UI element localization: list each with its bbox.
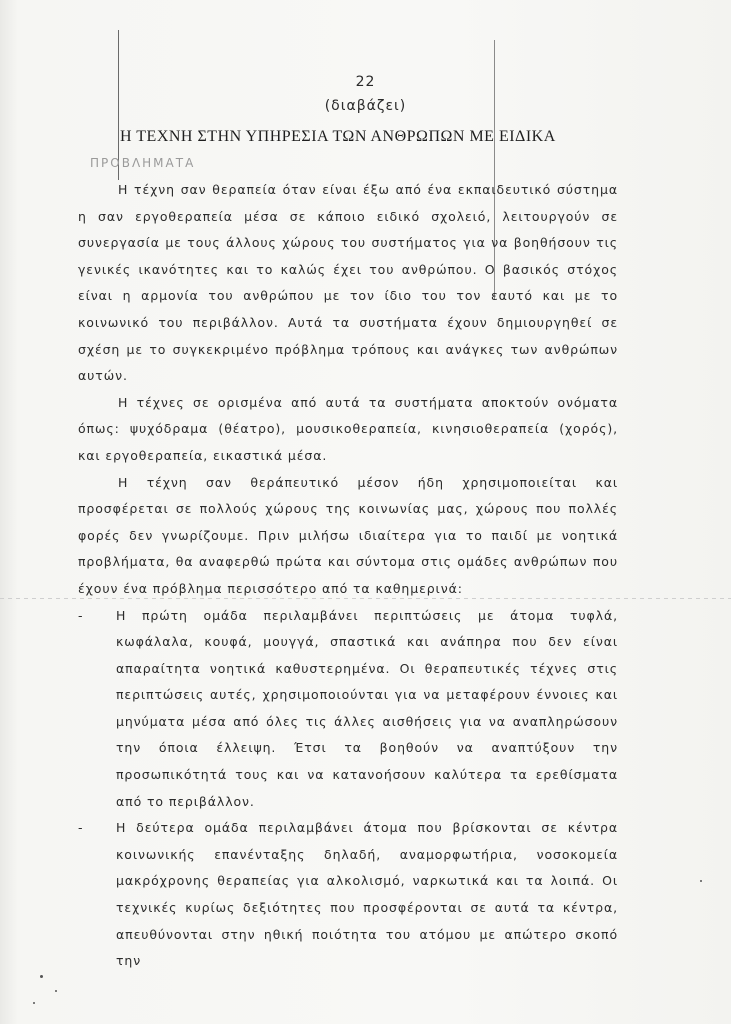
- scan-speck: [700, 880, 702, 882]
- body-text: [78, 177, 618, 975]
- list-item: [78, 815, 618, 975]
- paragraph: Η τέχνη σαν θεράπευτικό μέσον ήδη χρησιμοποιείται και προσφέρεται σε πολλούς χώρους της κοινωνίας μας, χώρους που πολλές φορές δεν γνωρίζουμε. Πριν μιλήσω ιδιαίτερα για το παιδί με νοητικά προβλήματα, θα αναφερθώ πρώτα και σύντομα στις ομάδες ανθρώπων που έχουν ένα πρόβλημα περισσότερο από τα καθημερινά:: [78, 474, 618, 596]
- paragraph: Η τέχνη σαν θεραπεία όταν είναι έξω από ένα εκπαιδευτικό σύστημα η σαν εργοθεραπεία μέσα σε κάποιο ειδικό σχολειό, λειτουργούν σε συνεργασία με τους άλλους χώρους του συστήματος για να βοηθήσουν τις γενικές ικανότητες και το καλώς έχει του ανθρώπου. Ο βασικός στόχος είναι η αρμονία του ανθρώπου με τον ίδιο του τον εαυτό και με το κοινωνικό του περιβάλλον. Αυτά τα συστήματα έχουν δημιουργηθεί σε σχέση με το συγκεκριμένο πρόβλημα τρόπους και ανάγκες των ανθρώπων αυτών.: [78, 182, 618, 384]
- bullet-text: Η πρώτη ομάδα περιλαμβάνει περιπτώσεις με άτομα τυφλά, κωφάλαλα, κουφά, μουγγά, σπαστικά και ανάπηρα που δεν είναι απαραίτητα νοητικά καθυστερημένα. Οι θεραπευτικές τέχνες στις περιπτώσεις αυτές, χρησιμοποιούνται για να μεταφέρουν έννοιες και μηνύματα μέσα από όλες τις άλλες αισθήσεις για να αναπληρώσουν την όποια έλλειψη. Έτσι τα βοηθούν να αναπτύξουν την προσωπικότητά τους και να κατανοήσουν καλύτερα τα ερεθίσματα από το περιβάλλον.: [116, 607, 618, 809]
- document-title-continuation: ΠΡΟΒΛΗΜΑΤΑ: [90, 156, 196, 170]
- document-title: Η ΤΕΧΝΗ ΣΤΗΝ ΥΠΗΡΕΣΙΑ ΤΩΝ ΑΝΘΡΩΠΩΝ ΜΕ ΕΙΔΙΚΑ: [120, 128, 556, 145]
- paragraph: Η τέχνες σε ορισμένα από αυτά τα συστήματα αποκτούν ονόματα όπως: ψυχόδραμα (θέατρο), μουσικοθεραπεία, κινησιοθεραπεία (χορός), και εργοθεραπεία, εικαστικά μέσα.: [78, 394, 618, 463]
- list-item: [78, 603, 618, 816]
- page-number: 22: [355, 74, 376, 90]
- bullet-marker: -: [78, 607, 84, 623]
- bullet-marker: -: [78, 820, 84, 836]
- reads-label: (διαβάζει): [324, 98, 407, 114]
- scan-speck: [40, 975, 43, 978]
- bullet-text: Η δεύτερα ομάδα περιλαμβάνει άτομα που βρίσκονται σε κέντρα κοινωνικής επανένταξης δηλαδή, αναμορφωτήρια, νοσοκομεία μακρόχρονης θεραπείας για αλκολισμό, ναρκωτικά και τα λοιπά. Οι τεχνικές κυρίως δεξιότητες που προσφέρονται σε αυτά τα κέντρα, απευθύνονται στην ηθική ποιότητα του ατόμου με απώτερο σκοπό την: [116, 820, 618, 969]
- scan-speck: [33, 1002, 35, 1004]
- scan-speck: [55, 990, 57, 992]
